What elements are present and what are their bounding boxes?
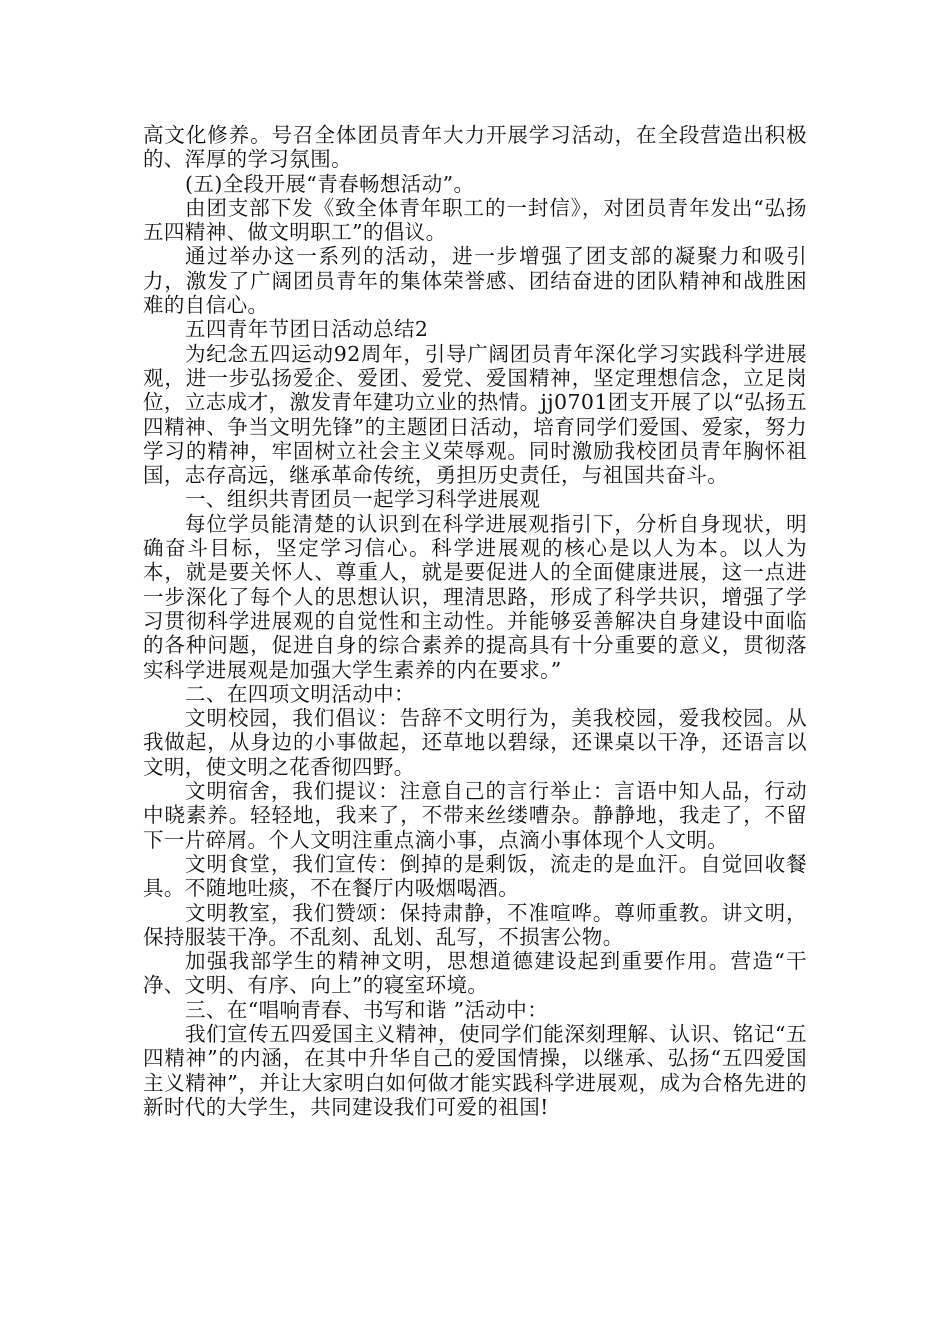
- paragraph: 通过举办这一系列的活动，进一步增强了团支部的凝聚力和吸引力，激发了广阔团员青年的集体荣誉感、团结奋进的团队精神和战胜困难的自信心。: [143, 244, 807, 318]
- section-title: 五四青年节团日活动总结2: [185, 317, 429, 342]
- section-heading: 三、在“唱响青春、书写和谐 ”活动中：: [185, 997, 549, 1022]
- paragraph: 每位学员能清楚的认识到在科学进展观指引下，分析自身现状，明确奋斗目标，坚定学习信心。科学进展观的核心是以人为本。以人为本，就是要关怀人、尊重人，就是要促进人的全面健康进展，这一点进一步深化了每个人的思想认识，理清思路，形成了科学共识，增强了学习贯彻科学进展观的自觉性和主动性。并能够妥善解决自身建设中面临的各种问题，促进自身的综合素养的提高具有十分重要的意义，贯彻落实科学进展观是加强大学生素养的内在要求。”: [143, 511, 807, 682]
- document-page: [143, 123, 807, 1119]
- paragraph: 我们宣传五四爱国主义精神，使同学们能深刻理解、认识、铭记“五四精神”的内涵，在其中升华自己的爱国情操，以继承、弘扬“五四爱国主义精神”，并让大家明白如何做才能实践科学进展观，成为合格先进的新时代的大学生，共同建设我们可爱的祖国!: [143, 1021, 807, 1119]
- paragraph: 高文化修养。号召全体团员青年大力开展学习活动，在全段营造出积极的、浑厚的学习氛围。: [143, 123, 807, 172]
- section-heading: 一、组织共青团员一起学习科学进展观: [185, 487, 541, 512]
- section-heading: 二、在四项文明活动中：: [185, 681, 415, 706]
- paragraph: 为纪念五四运动92周年，引导广阔团员青年深化学习实践科学进展观，进一步弘扬爱企、爱团、爱党、爱国精神，坚定理想信念，立足岗位，立志成才，激发青年建功立业的热情。jj0701团支开展了以“弘扬五四精神、争当文明先锋”的主题团日活动，培育同学们爱国、爱家，努力学习的精神，牢固树立社会主义荣辱观。同时激励我校团员青年胸怀祖国，志存高远，继承革命传统，勇担历史责任，与祖国共奋斗。: [143, 341, 807, 488]
- paragraph: 文明校园，我们倡议：告辞不文明行为，美我校园，爱我校园。从我做起，从身边的小事做起，还草地以碧绿，还课桌以干净，还语言以文明，使文明之花香彻四野。: [143, 706, 807, 779]
- paragraph: 文明宿舍，我们提议：注意自己的言行举止：言语中知人品，行动中晓素养。轻轻地，我来了，不带来丝缕嘈杂。静静地，我走了，不留下一片碎屑。个人文明注重点滴小事，点滴小事体现个人文明。: [143, 779, 807, 852]
- paragraph: (五)全段开展“青春畅想活动”。: [185, 171, 475, 196]
- paragraph: 文明教室，我们赞颂：保持肃静，不准喧哗。尊师重教。讲文明，保持服装干净。不乱刻、乱划、乱写，不损害公物。: [143, 900, 807, 949]
- paragraph: 由团支部下发《致全体青年职工的一封信》，对团员青年发出“弘扬五四精神、做文明职工”的倡议。: [143, 195, 807, 245]
- paragraph: 文明食堂，我们宣传：倒掉的是剩饭，流走的是血汗。自觉回收餐具。不随地吐痰，不在餐厅内吸烟喝酒。: [143, 851, 807, 901]
- paragraph: 加强我部学生的精神文明，思想道德建设起到重要作用。营造“干净、文明、有序、向上”的寝室环境。: [143, 949, 807, 998]
